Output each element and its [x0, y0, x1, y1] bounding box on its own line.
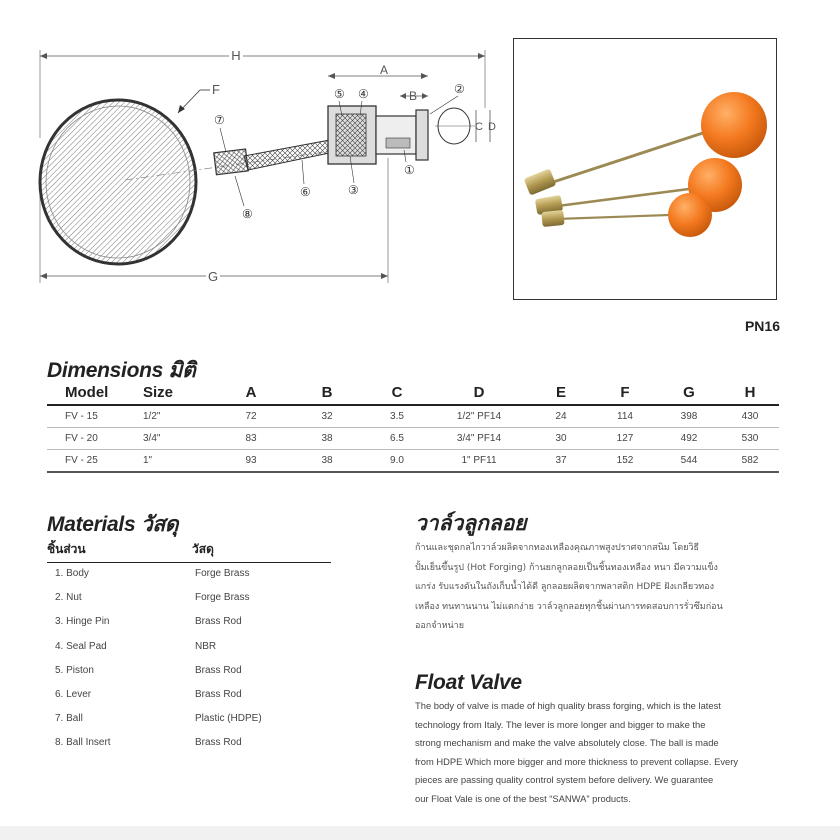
- materials-header: [47, 536, 331, 563]
- description-line: pieces are passing quality control system before delivery. We guarantee: [415, 774, 714, 786]
- material-part: 4. Seal Pad: [55, 640, 107, 652]
- float-valve-title: Float Valve: [415, 671, 522, 694]
- dim-label-a: A: [379, 63, 389, 77]
- valve-body: [328, 106, 475, 164]
- material-value: Brass Rod: [195, 737, 242, 749]
- list-item: [55, 568, 325, 592]
- callout-6: ⑥: [300, 185, 311, 199]
- description-line: technology from Italy. The lever is more longer and bigger to make the: [415, 718, 706, 730]
- table-cell: 9.0: [365, 450, 429, 473]
- table-cell: 430: [721, 405, 779, 428]
- table-cell: FV - 25: [47, 450, 125, 473]
- table-cell: 38: [289, 450, 365, 473]
- table-cell: 72: [213, 405, 289, 428]
- thai-title: วาล์วลูกลอย: [415, 511, 527, 535]
- material-value: Brass Rod: [195, 688, 242, 700]
- table-cell: 37: [529, 450, 593, 473]
- materials-col-material: วัสดุ: [192, 542, 214, 556]
- list-item: [55, 641, 325, 665]
- table-cell: 1": [125, 450, 213, 473]
- table-cell: 24: [529, 405, 593, 428]
- description-line: strong mechanism and make the valve absolutely close. The ball is made: [415, 737, 719, 749]
- technical-drawing: [30, 38, 500, 298]
- table-header-cell: C: [365, 382, 429, 405]
- thai-line: เหลือง ทนทานนาน ไม่แตกง่าย วาล์วลูกลอยทุกชิ้นผ่านการทดสอบการรั่วซึมก่อน: [415, 601, 723, 612]
- material-part: 6. Lever: [55, 688, 92, 700]
- dim-label-g: G: [207, 269, 219, 284]
- dim-label-f: F: [212, 82, 220, 97]
- dimensions-title: Dimensions มิติ: [47, 359, 196, 382]
- table-cell: 582: [721, 450, 779, 473]
- thai-line: ปั้มเย็นขึ้นรูป (Hot Forging) ก้านยกลูกลอยเป็นชิ้นทองเหลือง หนา มีความแข็ง: [415, 562, 718, 573]
- callout-8: ⑧: [242, 207, 253, 221]
- material-part: 2. Nut: [55, 592, 82, 604]
- materials-title: Materials วัสดุ: [47, 513, 179, 536]
- table-cell: 544: [657, 450, 721, 473]
- callout-7: ⑦: [214, 113, 225, 127]
- material-part: 7. Ball: [55, 713, 83, 725]
- table-cell: 530: [721, 428, 779, 450]
- dim-label-c: C: [475, 121, 483, 133]
- float-valve-description: [415, 697, 795, 809]
- table-cell: 93: [213, 450, 289, 473]
- table-cell: 114: [593, 405, 657, 428]
- table-cell: 1/2" PF14: [429, 405, 529, 428]
- table-header-row: [47, 382, 779, 405]
- table-header-cell: G: [657, 382, 721, 405]
- table-row: [47, 428, 779, 450]
- thai-description: [415, 539, 793, 637]
- table-header-cell: Size: [125, 382, 213, 405]
- material-part: 8. Ball Insert: [55, 737, 111, 749]
- table-cell: 152: [593, 450, 657, 473]
- material-value: NBR: [195, 640, 217, 652]
- dimensions-table: [47, 382, 779, 473]
- material-value: Forge Brass: [195, 592, 250, 604]
- dim-label-d: D: [488, 121, 496, 133]
- float-valve-medium: [535, 158, 742, 215]
- table-cell: FV - 20: [47, 428, 125, 450]
- material-part: 3. Hinge Pin: [55, 616, 110, 628]
- material-value: Brass Rod: [195, 616, 242, 628]
- table-cell: 38: [289, 428, 365, 450]
- material-part: 5. Piston: [55, 664, 94, 676]
- table-cell: 3/4": [125, 428, 213, 450]
- callout-5: ⑤: [334, 87, 345, 101]
- table-header-cell: A: [213, 382, 289, 405]
- list-item: [55, 665, 325, 689]
- table-cell: FV - 15: [47, 405, 125, 428]
- dim-label-b: B: [408, 89, 418, 103]
- table-row: [47, 450, 779, 473]
- list-item: [55, 616, 325, 640]
- material-value: Forge Brass: [195, 568, 250, 579]
- thai-line: แกร่ง รับแรงดันในถังเก็บน้ำได้ดี ลูกลอยผลิตจากพลาสติก HDPE ฝังเกลียวทอง: [415, 582, 714, 592]
- materials-col-part: ชิ้นส่วน: [47, 542, 86, 556]
- table-row: [47, 405, 779, 428]
- table-cell: 127: [593, 428, 657, 450]
- page-footer-band: [0, 826, 840, 840]
- thai-line: ออกจำหน่าย: [415, 621, 464, 631]
- table-header-cell: D: [429, 382, 529, 405]
- model-tag: PN16: [744, 318, 780, 334]
- list-item: [55, 737, 325, 761]
- table-cell: 492: [657, 428, 721, 450]
- table-cell: 6.5: [365, 428, 429, 450]
- list-item: [55, 689, 325, 713]
- thai-line: ก้านและชุดกลไกวาล์วผลิตจากทองเหลืองคุณภาพสูงปราศจากสนิม โดยวิธี: [415, 543, 700, 553]
- callout-1: ①: [404, 163, 415, 177]
- callout-3: ③: [348, 183, 359, 197]
- ball-outline: [40, 100, 196, 264]
- table-cell: 398: [657, 405, 721, 428]
- table-header-cell: H: [721, 382, 779, 405]
- table-header-cell: F: [593, 382, 657, 405]
- material-part: 1. Body: [55, 568, 89, 579]
- table-cell: 32: [289, 405, 365, 428]
- float-valve-small: [541, 193, 712, 237]
- list-item: [55, 592, 325, 616]
- dim-label-h: H: [231, 48, 241, 63]
- table-cell: 83: [213, 428, 289, 450]
- table-cell: 1/2": [125, 405, 213, 428]
- table-header-cell: E: [529, 382, 593, 405]
- table-cell: 3.5: [365, 405, 429, 428]
- material-value: Plastic (HDPE): [195, 713, 262, 725]
- callout-4: ④: [358, 87, 369, 101]
- table-cell: 1" PF11: [429, 450, 529, 473]
- list-item: [55, 713, 325, 737]
- table-header-cell: Model: [47, 382, 125, 405]
- description-line: our Float Vale is one of the best “SANWA” products.: [415, 792, 631, 804]
- description-line: from HDPE Which more bigger and more thickness to prevent collapse. Every: [415, 755, 739, 767]
- product-photo: [513, 38, 777, 300]
- callout-2: ②: [454, 82, 465, 96]
- material-value: Brass Rod: [195, 664, 242, 676]
- description-line: The body of valve is made of high quality brass forging, which is the latest: [415, 700, 721, 711]
- materials-list: [55, 568, 325, 762]
- table-cell: 30: [529, 428, 593, 450]
- table-cell: 3/4" PF14: [429, 428, 529, 450]
- table-header-cell: B: [289, 382, 365, 405]
